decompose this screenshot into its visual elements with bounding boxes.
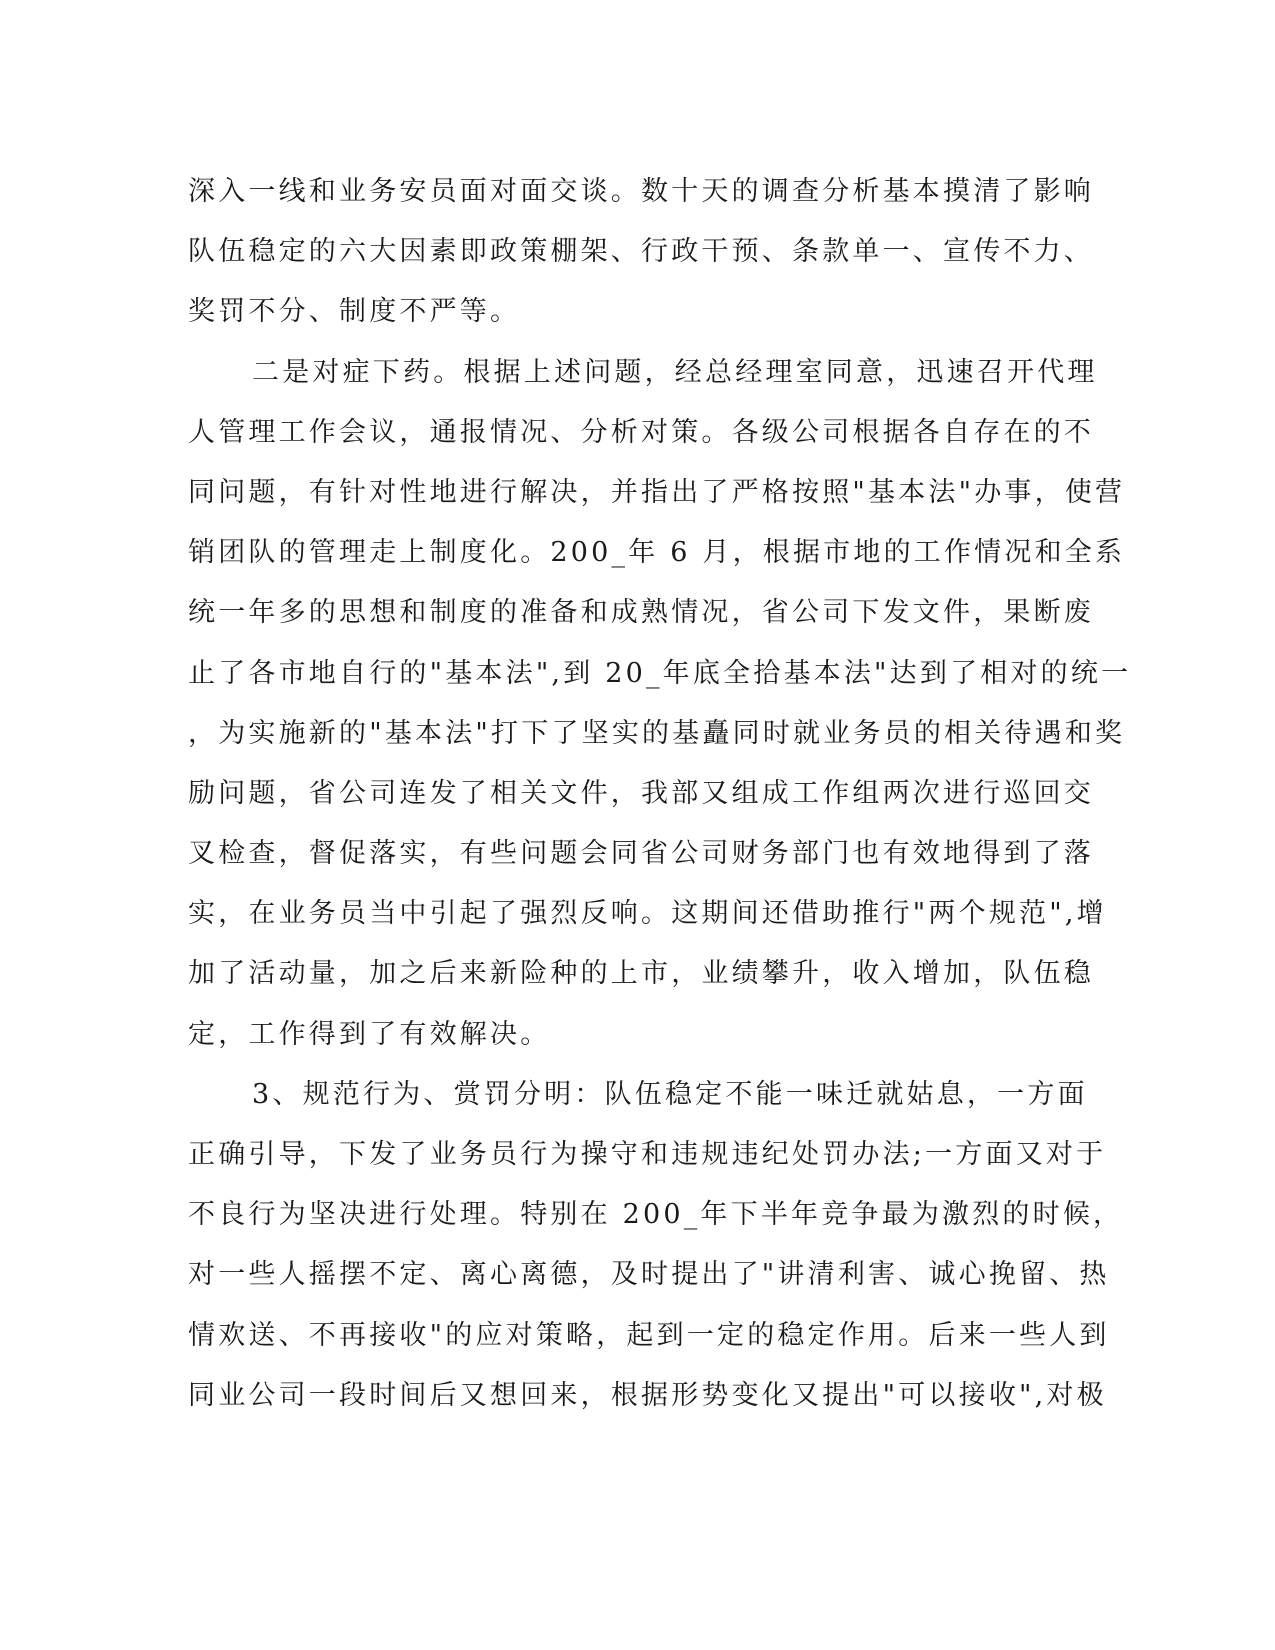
text-line: 正确引导，下发了业务员行为操守和违规违纪处罚办法;一方面又对于 bbox=[188, 1139, 1107, 1170]
text-line: 励问题，省公司连发了相关文件，我部又组成工作组两次进行巡回交 bbox=[188, 777, 1094, 809]
paragraph-first-line: 3、规范行为、赏罚分明：队伍稳定不能一味迁就姑息，一方面 bbox=[252, 1078, 1088, 1110]
paragraph-first-line: 二是对症下药。根据上述问题，经总经理室同意，迅速召开代理 bbox=[252, 356, 1098, 388]
text-line: 止了各市地自行的"基本法",到 20_年底全拾基本法"达到了相对的统一 bbox=[188, 657, 1132, 689]
text-line: 加了活动量，加之后来新险种的上市，业绩攀升，收入增加，队伍稳 bbox=[188, 958, 1094, 990]
text-line: 情欢送、不再接收"的应对策略，起到一定的稳定作用。后来一些人到 bbox=[188, 1319, 1110, 1351]
document-body bbox=[188, 162, 1132, 1426]
text-line: 人管理工作会议，通报情况、分析对策。各级公司根据各自存在的不 bbox=[188, 416, 1094, 448]
text-line: 同问题，有针对性地进行解决，并指出了严格按照"基本法"办事，使营 bbox=[188, 476, 1126, 508]
text-line: 不良行为坚决进行处理。特别在 200_年下半年竞争最为激烈的时候， bbox=[188, 1199, 1124, 1231]
text-line: 销团队的管理走上制度化。200_年 6 月，根据市地的工作情况和全系 bbox=[188, 537, 1126, 569]
text-line: 奖罚不分、制度不严等。 bbox=[188, 296, 521, 328]
text-line: 深入一线和业务安员面对面交谈。数十天的调查分析基本摸清了影响 bbox=[188, 176, 1094, 207]
text-line: 队伍稳定的六大因素即政策棚架、行政干预、条款单一、宣传不力、 bbox=[188, 236, 1094, 268]
text-line: 统一年多的思想和制度的准备和成熟情况，省公司下发文件，果断废 bbox=[188, 597, 1094, 629]
text-line: 实，在业务员当中引起了强烈反响。这期间还借助推行"两个规范",增 bbox=[188, 898, 1107, 930]
text-line: ，为实施新的"基本法"打下了坚实的基矗同时就业务员的相关待遇和奖 bbox=[188, 717, 1126, 749]
text-line: 叉检查，督促落实，有些问题会同省公司财务部门也有效地得到了落 bbox=[188, 838, 1094, 870]
text-line: 对一些人摇摆不定、离心离德，及时提出了"讲清利害、诚心挽留、热 bbox=[188, 1259, 1110, 1291]
text-line: 同业公司一段时间后又想回来，根据形势变化又提出"可以接收",对极 bbox=[188, 1379, 1107, 1411]
text-line: 定，工作得到了有效解决。 bbox=[188, 1018, 551, 1050]
